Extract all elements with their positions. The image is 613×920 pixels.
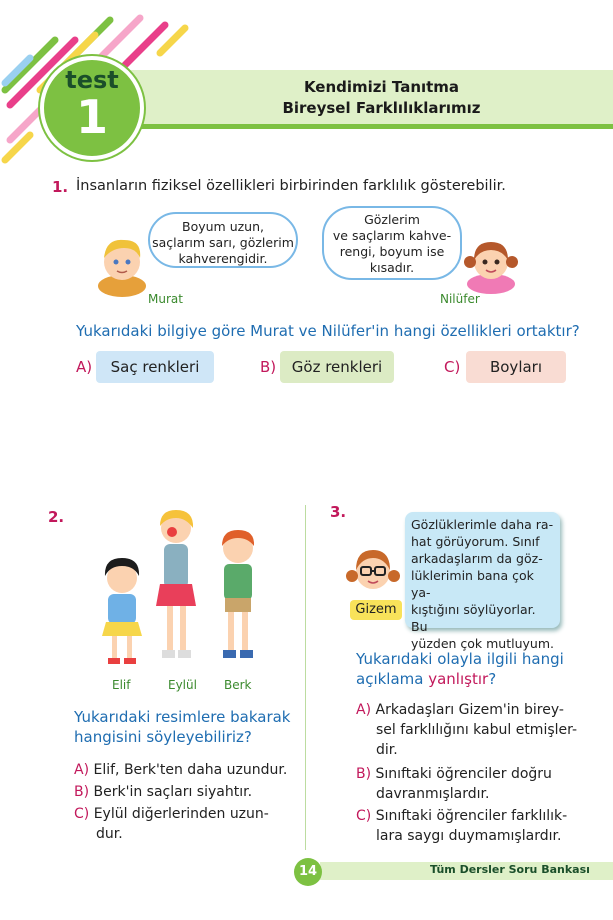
q3-answer-b[interactable]: [356, 764, 601, 804]
book-title: Tüm Dersler Soru Bankası: [430, 863, 590, 876]
speech-line: lüklerimin bana çok ya-: [411, 568, 534, 600]
page-number: 14: [294, 858, 322, 886]
test-badge-number: 1: [75, 90, 108, 144]
murat-name: Murat: [148, 292, 183, 306]
answer-letter: B): [356, 766, 372, 782]
question-1-number: 1.: [52, 178, 69, 196]
gizem-name-tag: Gizem: [350, 600, 402, 620]
test-badge-word: test: [65, 66, 119, 94]
answer-text: lara saygı duymamışlardır.: [376, 828, 562, 844]
answer-text: dur.: [96, 826, 123, 842]
bubble-line: kahverengidir.: [178, 251, 268, 266]
question-3-number: 3.: [330, 503, 347, 521]
speech-line: kıştığını söylüyorlar. Bu: [411, 602, 536, 634]
answer-text: davranmışlardır.: [376, 786, 490, 802]
q3-answer-c[interactable]: [356, 806, 601, 846]
q2-answer-a[interactable]: [74, 760, 299, 780]
answer-text: sel farklılığını kabul etmişler-: [376, 722, 578, 738]
answer-text: Sınıftaki öğrenciler farklılık-: [375, 808, 568, 824]
answer-text: Arkadaşları Gizem'in birey-: [375, 702, 564, 718]
q1-option-a[interactable]: Saç renkleri: [96, 351, 214, 383]
speech-line: yüzden çok mutluyum.: [411, 636, 554, 651]
bubble-line: Boyum uzun,: [182, 219, 264, 234]
question-1-prompt: Yukarıdaki bilgiye göre Murat ve Nilüfer'in hangi özellikleri ortaktır?: [76, 322, 580, 340]
answer-text: Berk'in saçları siyahtır.: [93, 784, 253, 800]
q1-option-a-letter: A): [76, 358, 93, 376]
child-name-elif: Elif: [112, 678, 131, 692]
speech-line: arkadaşlarım da göz-: [411, 551, 543, 566]
q2-answer-c[interactable]: [74, 804, 299, 844]
header-underline: [120, 124, 613, 129]
child-name-berk: Berk: [224, 678, 252, 692]
answer-letter: A): [74, 762, 90, 778]
gizem-illustration: [344, 540, 402, 602]
bubble-line: saçlarım sarı, gözlerim: [152, 235, 294, 250]
question-1-statement: İnsanların fiziksel özellikleri birbirinden farklılık gösterebilir.: [76, 178, 506, 194]
answer-letter: B): [74, 784, 90, 800]
page-title-line2: Bireysel Farklılıklarımız: [282, 99, 481, 117]
answer-letter: C): [356, 808, 372, 824]
bubble-line: ve saçlarım kahve-: [332, 228, 452, 243]
answer-letter: A): [356, 702, 372, 718]
nilufer-name: Nilüfer: [440, 292, 480, 306]
answer-text: Elif, Berk'ten daha uzundur.: [93, 762, 288, 778]
page-title-line1: Kendimizi Tanıtma: [303, 78, 460, 96]
answer-letter: C): [74, 806, 90, 822]
answer-text: Sınıftaki öğrenciler doğru: [375, 766, 552, 782]
answer-text: dir.: [376, 742, 398, 758]
q1-option-b-letter: B): [260, 358, 277, 376]
child-name-eylul: Eylül: [168, 678, 197, 692]
q1-option-c[interactable]: Boyları: [466, 351, 566, 383]
question-2-prompt-line2: hangisini söyleyebiliriz?: [74, 728, 252, 746]
bubble-line: Gözlerim: [364, 212, 420, 227]
bubble-line: rengi, boyum ise: [339, 244, 445, 259]
bubble-line: kısadır.: [369, 260, 415, 275]
murat-illustration: [96, 228, 152, 298]
question-3-prompt-line1: Yukarıdaki olayla ilgili hangi: [356, 650, 564, 668]
nilufer-speech-bubble: [322, 206, 462, 280]
question-3-prompt-line2: [356, 670, 496, 688]
q1-option-b[interactable]: Göz renkleri: [280, 351, 394, 383]
question-2-number: 2.: [48, 508, 65, 526]
q2-answer-b[interactable]: [74, 782, 299, 802]
murat-speech-bubble: [148, 212, 298, 268]
speech-line: Gözlüklerimle daha ra-: [411, 517, 554, 532]
prompt-text: ?: [488, 670, 497, 688]
q3-answer-a[interactable]: [356, 700, 601, 760]
prompt-text: açıklama: [356, 670, 429, 688]
children-illustration: [90, 510, 270, 670]
nilufer-illustration: [462, 232, 520, 294]
question-2-prompt-line1: Yukarıdaki resimlere bakarak: [74, 708, 291, 726]
gizem-speech-bubble: [405, 512, 560, 651]
answer-text: Eylül diğerlerinden uzun-: [93, 806, 269, 822]
column-divider: [305, 505, 306, 850]
q1-option-c-letter: C): [444, 358, 461, 376]
prompt-emphasis: yanlıştır: [428, 670, 489, 688]
speech-line: hat görüyorum. Sınıf: [411, 534, 540, 549]
